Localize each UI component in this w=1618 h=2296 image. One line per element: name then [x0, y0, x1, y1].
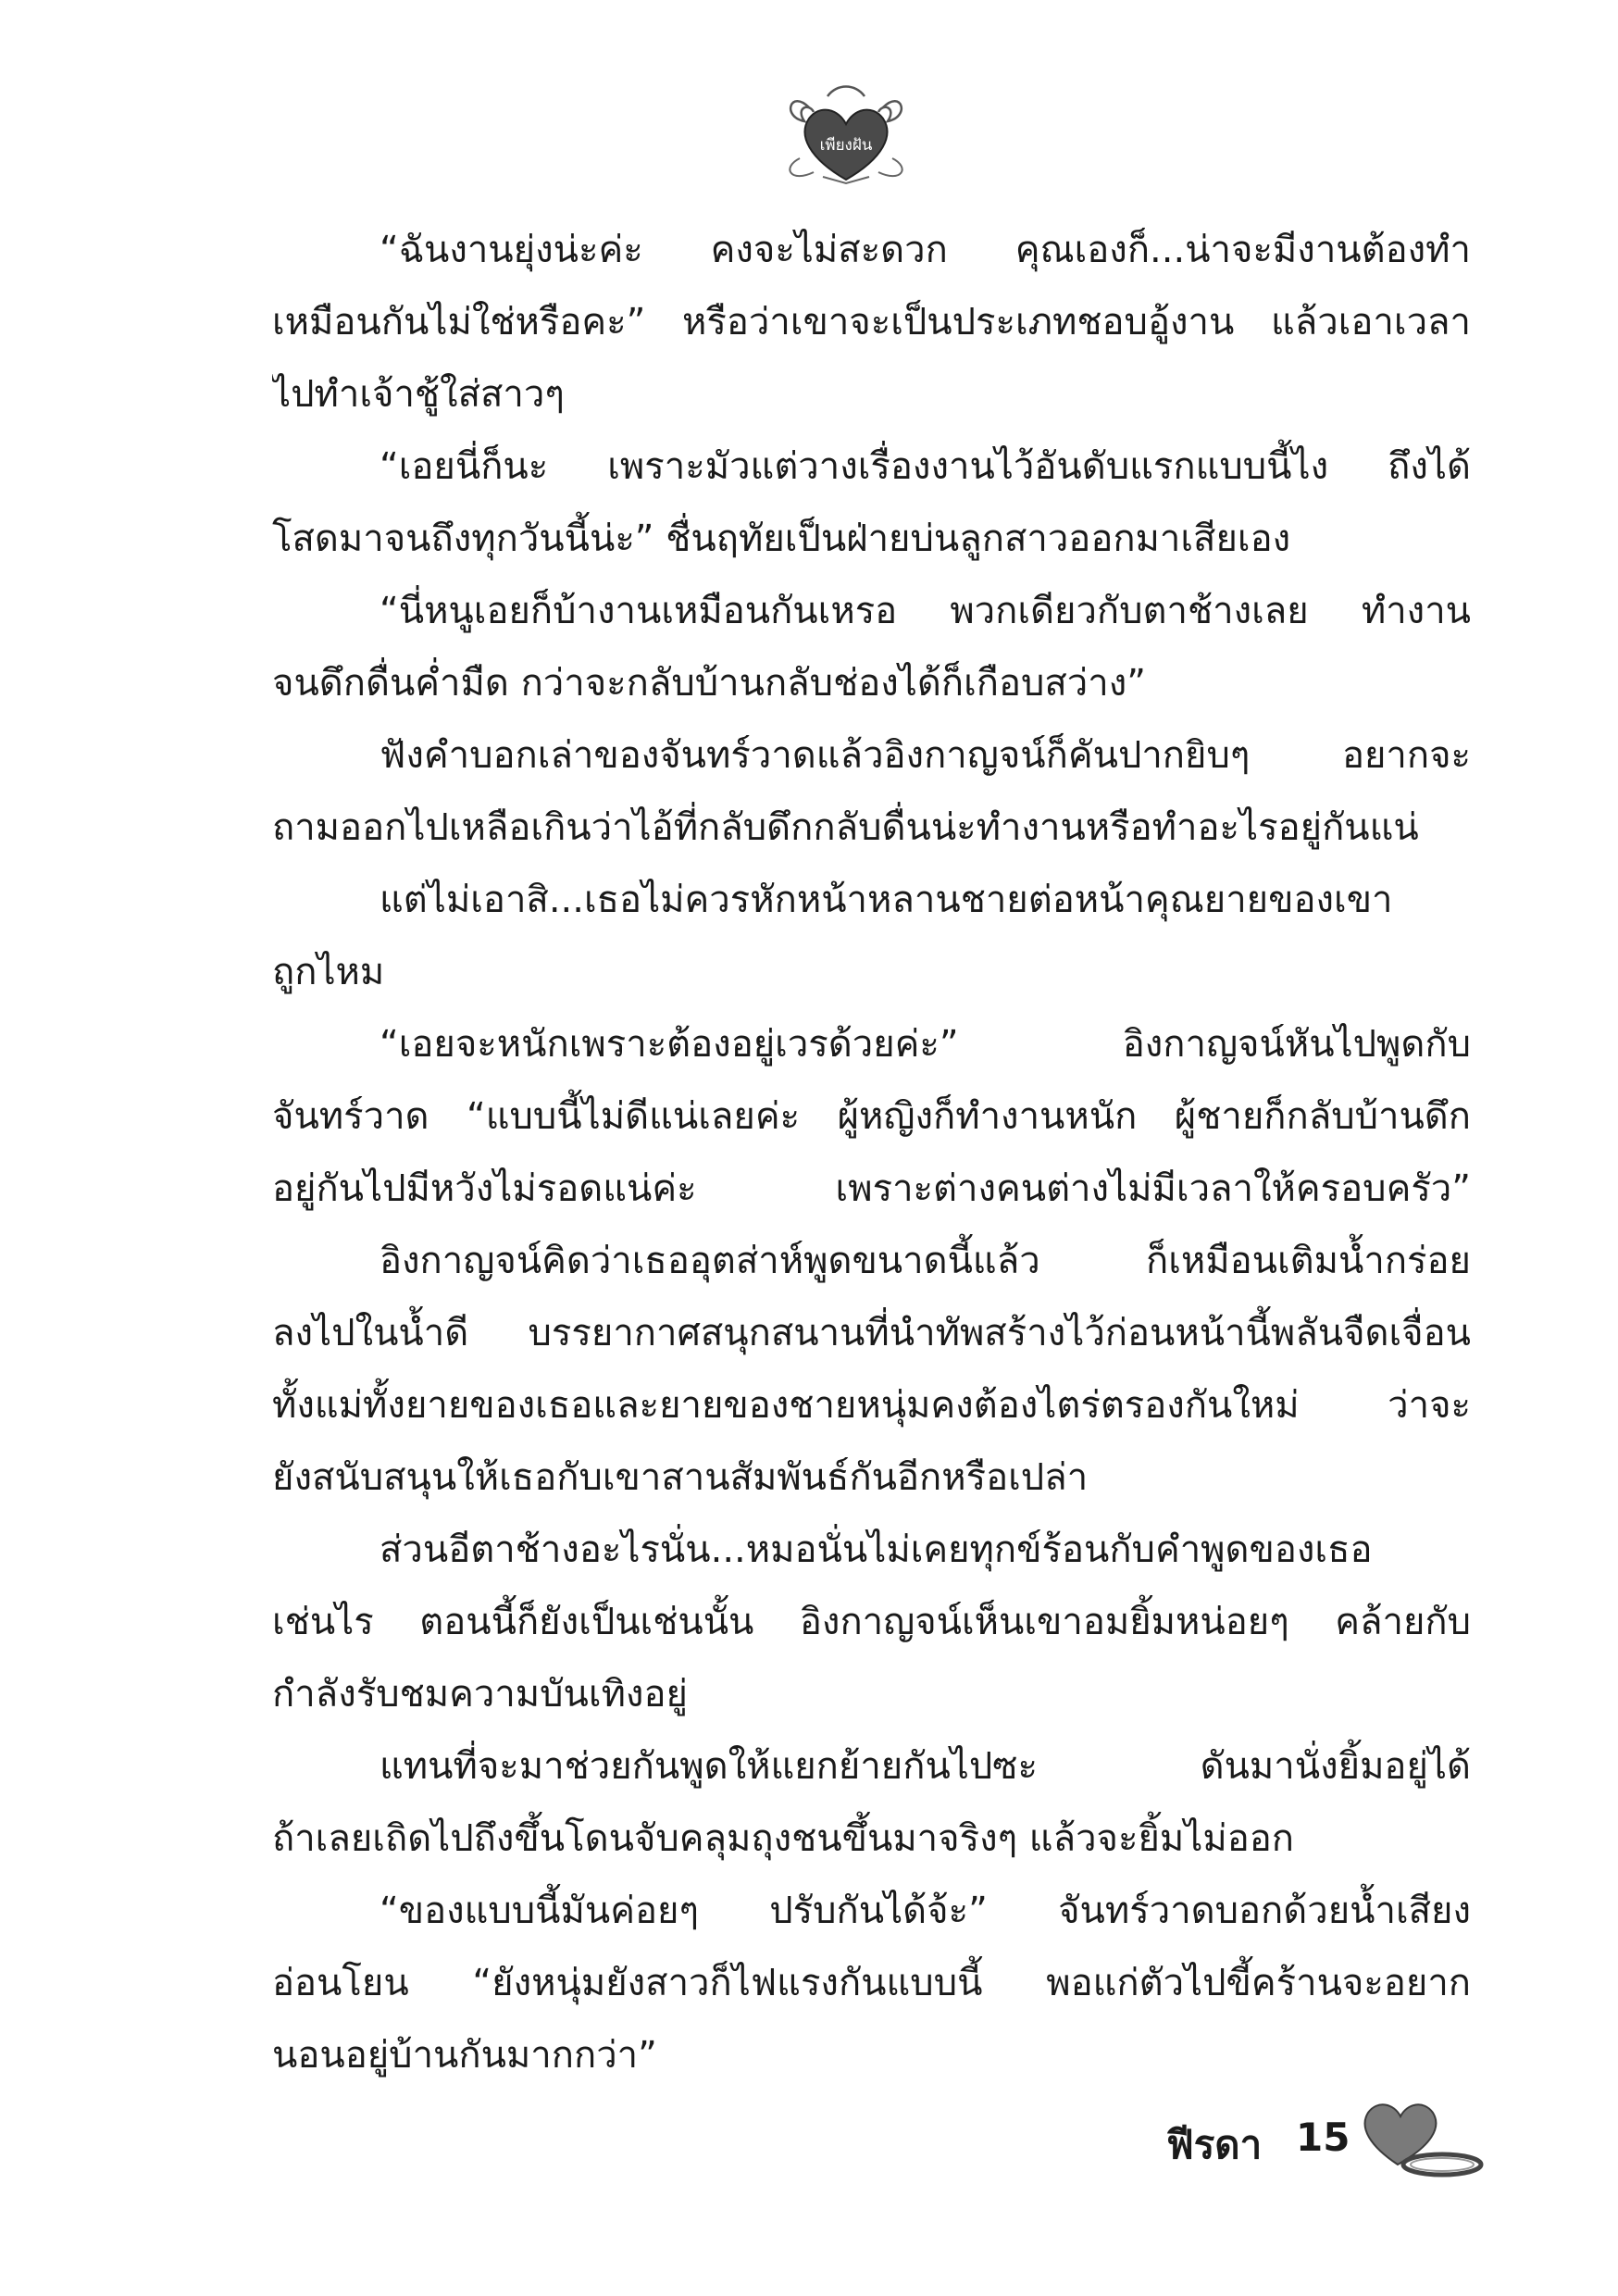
page-footer: [1148, 2092, 1518, 2194]
heart-ring-icon: [1350, 2092, 1488, 2185]
text-line: ส่วนอีตาช้างอะไรนั่น...หมอนั่นไม่เคยทุกข์ร้อนกับคำพูดของเธอ: [380, 1529, 1373, 1571]
text-line: ถามออกไปเหลือเกินว่าไอ้ที่กลับดึกกลับดื่นน่ะทำงานหรือทำอะไรอยู่กันแน่: [272, 806, 1419, 849]
text-line: อิงกาญจน์คิดว่าเธออุตส่าห์พูดขนาดนี้แล้ว ก็เหมือนเติมน้ำกร่อย: [380, 1240, 1471, 1282]
header-logo: [772, 80, 920, 191]
text-line: “นี่หนูเอยก็บ้างานเหมือนกันเหรอ พวกเดียวกับตาช้างเลย ทำงาน: [380, 590, 1471, 632]
text-line: แทนที่จะมาช่วยกันพูดให้แยกย้ายกันไปซะ ดันมานั่งยิ้มอยู่ได้: [380, 1745, 1471, 1788]
page-number: 15: [1296, 2115, 1350, 2160]
text-line: ทั้งแม่ทั้งยายของเธอและยายของชายหนุ่มคงต้องไตร่ตรองกันใหม่ ว่าจะ: [272, 1384, 1471, 1427]
text-line: เหมือนกันไม่ใช่หรือคะ” หรือว่าเขาจะเป็นประเภทชอบอู้งาน แล้วเอาเวลา: [272, 301, 1471, 343]
text-line: “เอยจะหนักเพราะต้องอยู่เวรด้วยค่ะ” อิงกาญจน์หันไปพูดกับ: [380, 1023, 1471, 1066]
text-line: จันทร์วาด “แบบนี้ไม่ดีแน่เลยค่ะ ผู้หญิงก็ทำงานหนัก ผู้ชายก็กลับบ้านดึก: [272, 1095, 1471, 1138]
text-line: กำลังรับชมความบันเทิงอยู่: [272, 1673, 688, 1716]
text-line: จนดึกดื่นค่ำมืด กว่าจะกลับบ้านกลับช่องได้ก็เกือบสว่าง”: [272, 662, 1146, 705]
text-line: ถูกไหม: [272, 951, 385, 993]
text-line: อ่อนโยน “ยังหนุ่มยังสาวก็ไฟแรงกันแบบนี้ พอแก่ตัวไปขี้คร้านจะอยาก: [272, 1962, 1471, 2004]
text-line: เช่นไร ตอนนี้ก็ยังเป็นเช่นนั้น อิงกาญจน์เห็นเขาอมยิ้มหน่อยๆ คล้ายกับ: [272, 1601, 1471, 1643]
text-line: โสดมาจนถึงทุกวันนี้น่ะ” ชื่นฤทัยเป็นฝ่ายบ่นลูกสาวออกมาเสียเอง: [272, 518, 1291, 560]
text-line: ฟังคำบอกเล่าของจันทร์วาดแล้วอิงกาญจน์ก็คันปากยิบๆ อยากจะ: [380, 734, 1471, 777]
footer-book-title: ฟีรดา: [1166, 2122, 1263, 2167]
text-line: อยู่กันไปมีหวังไม่รอดแน่ค่ะ เพราะต่างคนต่างไม่มีเวลาให้ครอบครัว”: [272, 1167, 1471, 1210]
text-line: “เอยนี่ก็นะ เพราะมัวแต่วางเรื่องงานไว้อันดับแรกแบบนี้ไง ถึงได้: [380, 445, 1471, 488]
text-line: “ฉันงานยุ่งน่ะค่ะ คงจะไม่สะดวก คุณเองก็...น่าจะมีงานต้องทำ: [380, 229, 1471, 271]
text-line: ไปทำเจ้าชู้ใส่สาวๆ: [272, 373, 565, 416]
text-line: ยังสนับสนุนให้เธอกับเขาสานสัมพันธ์กันอีกหรือเปล่า: [272, 1456, 1089, 1499]
body-text: [272, 222, 1471, 2111]
text-line: นอนอยู่บ้านกันมากกว่า”: [272, 2034, 657, 2077]
text-line: “ของแบบนี้มันค่อยๆ ปรับกันได้จ้ะ” จันทร์วาดบอกด้วยน้ำเสียง: [380, 1890, 1471, 1932]
logo-text: เพียงฝัน: [819, 136, 873, 155]
text-line: แต่ไม่เอาสิ...เธอไม่ควรหักหน้าหลานชายต่อหน้าคุณยายของเขา: [380, 879, 1393, 921]
text-line: ถ้าเลยเถิดไปถึงขึ้นโดนจับคลุมถุงชนขึ้นมาจริงๆ แล้วจะยิ้มไม่ออก: [272, 1817, 1295, 1860]
text-line: ลงไปในน้ำดี บรรยากาศสนุกสนานที่นำทัพสร้างไว้ก่อนหน้านี้พลันจืดเจื่อน: [272, 1312, 1471, 1354]
